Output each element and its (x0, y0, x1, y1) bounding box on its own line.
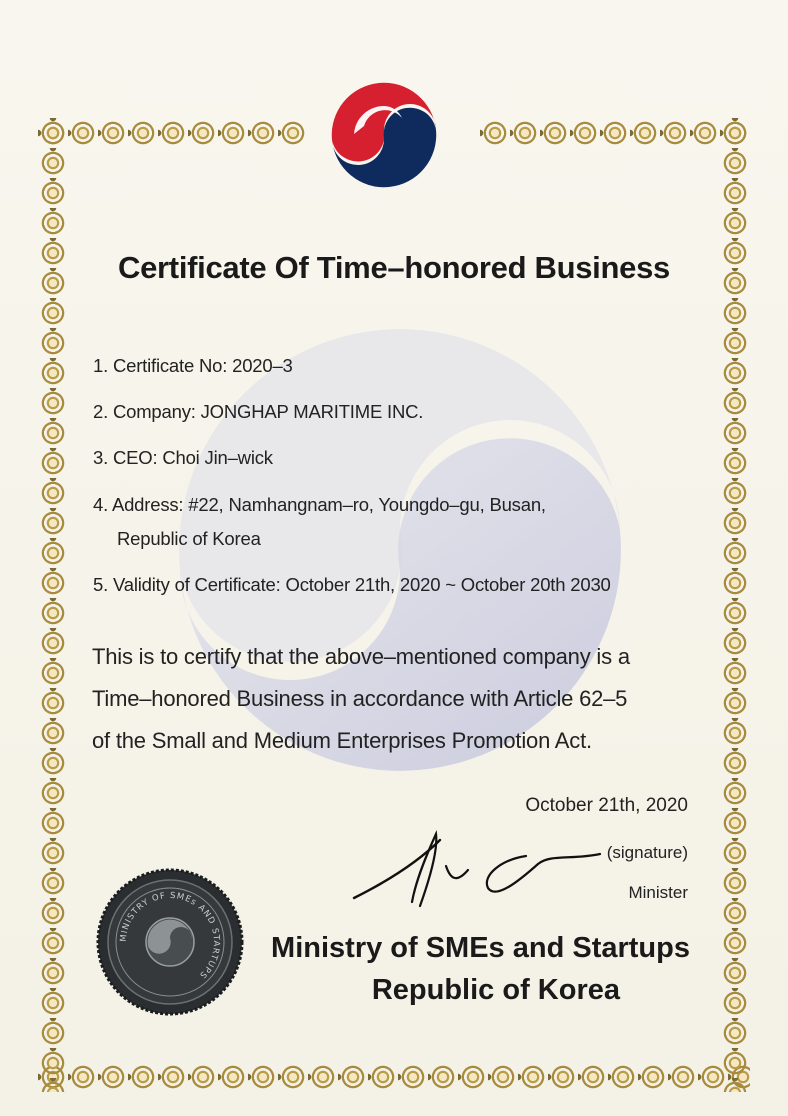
company-address (93, 488, 693, 556)
border-bottom (38, 1062, 750, 1092)
company-name: 2. Company: JONGHAP MARITIME INC. (93, 401, 424, 422)
official-seal (96, 868, 244, 1016)
address-line-1: 4. Address: #22, Namhangnam–ro, Youngdo–gu, Busan, (93, 494, 546, 515)
address-line-2: Republic of Korea (117, 528, 261, 549)
certificate-number: 1. Certificate No: 2020–3 (93, 355, 293, 376)
issuing-country: Republic of Korea (371, 974, 620, 1006)
statement-line-1: This is to certify that the above–mentioned company is a (92, 644, 630, 669)
certificate-title: Certificate Of Time–honored Business (118, 250, 670, 285)
border-top-right (480, 118, 750, 148)
taeguk-emblem-icon (324, 74, 444, 194)
signer-title: Minister (628, 883, 688, 902)
ceo-name: 3. CEO: Choi Jin–wick (93, 447, 273, 468)
signature-label: (signature) (606, 843, 688, 862)
seal-ring-text: MINISTRY OF SMEs AND STARTUPS (118, 890, 222, 981)
signature-icon (350, 820, 610, 910)
statement-line-3: of the Small and Medium Enterprises Promotion Act. (92, 728, 592, 753)
statement-line-2: Time–honored Business in accordance with Article 62–5 (92, 686, 628, 711)
issuing-ministry: Ministry of SMEs and Startups (271, 932, 690, 964)
certificate-validity: 5. Validity of Certificate: October 21th, 2020 ~ October 20th 2030 (93, 574, 611, 595)
seal-emblem-icon (146, 918, 194, 966)
certification-statement (92, 636, 692, 762)
border-top-left (38, 118, 308, 148)
issue-date: October 21th, 2020 (525, 795, 688, 816)
